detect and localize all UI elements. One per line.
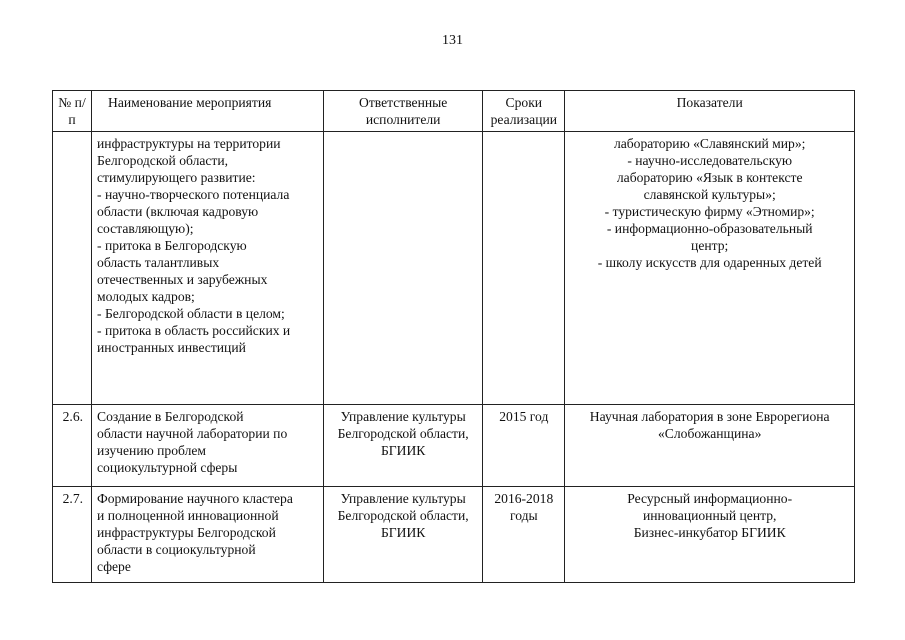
row-executors bbox=[324, 487, 483, 583]
row-deadlines bbox=[483, 132, 565, 405]
cell-line: изучению проблем bbox=[97, 443, 207, 458]
cell-line: - туристическую фирму «Этномир»; bbox=[604, 204, 815, 219]
cell-line: Бизнес-инкубатор БГИИК bbox=[633, 525, 786, 540]
cell-line: Управление культуры bbox=[340, 409, 466, 424]
cell-line: области (включая кадровую bbox=[97, 204, 259, 219]
header-indicators: Показатели bbox=[565, 91, 855, 132]
cell-line: славянской культуры»; bbox=[643, 187, 776, 202]
row-indicators bbox=[565, 487, 855, 583]
activities-table bbox=[52, 90, 855, 583]
header-executors-line: исполнители bbox=[365, 112, 441, 127]
cell-line: Научная лаборатория в зоне Еврорегиона bbox=[589, 409, 830, 424]
header-deadlines-line: Сроки bbox=[505, 95, 543, 110]
row-name bbox=[92, 405, 324, 487]
header-executors bbox=[324, 91, 483, 132]
header-deadlines bbox=[483, 91, 565, 132]
row-number: 2.7. bbox=[53, 487, 92, 583]
cell-line: 2015 год bbox=[499, 409, 549, 424]
cell-line: БГИИК bbox=[380, 443, 426, 458]
table-row bbox=[53, 487, 855, 583]
cell-line: Ресурсный информационно- bbox=[627, 491, 793, 506]
row-number bbox=[53, 132, 92, 405]
cell-line: 2016-2018 bbox=[494, 491, 554, 506]
table-header-row bbox=[53, 91, 855, 132]
row-executors bbox=[324, 405, 483, 487]
table-row bbox=[53, 132, 855, 405]
cell-line: «Слобожанщина» bbox=[658, 426, 762, 441]
cell-line: инфраструктуры на территории bbox=[97, 136, 281, 151]
header-executors-line: Ответственные bbox=[359, 95, 448, 110]
cell-line: сфере bbox=[97, 559, 131, 574]
cell-line: лабораторию «Славянский мир»; bbox=[613, 136, 806, 151]
cell-line: область талантливых bbox=[97, 255, 220, 270]
cell-line: составляющую); bbox=[97, 221, 194, 236]
page-number: 131 bbox=[442, 33, 463, 48]
row-name bbox=[92, 487, 324, 583]
cell-line: - Белгородской области в целом; bbox=[97, 306, 285, 321]
cell-line: молодых кадров; bbox=[97, 289, 195, 304]
cell-line: области научной лаборатории по bbox=[97, 426, 288, 441]
cell-line: - притока в Белгородскую bbox=[97, 238, 247, 253]
row-executors bbox=[324, 132, 483, 405]
cell-line: годы bbox=[509, 508, 538, 523]
cell-line: - научно-творческого потенциала bbox=[97, 187, 290, 202]
cell-line: инфраструктуры Белгородской bbox=[97, 525, 276, 540]
cell-line: - притока в область российских и bbox=[97, 323, 291, 338]
table-row bbox=[53, 405, 855, 487]
cell-line: Формирование научного кластера bbox=[97, 491, 293, 506]
row-indicators bbox=[565, 405, 855, 487]
row-number: 2.6. bbox=[53, 405, 92, 487]
cell-line: Белгородской области, bbox=[337, 426, 469, 441]
cell-line: Белгородской области, bbox=[337, 508, 469, 523]
cell-line: Белгородской области, bbox=[97, 153, 229, 168]
cell-line: иностранных инвестиций bbox=[97, 340, 246, 355]
cell-line: и полноценной инновационной bbox=[97, 508, 279, 523]
header-name: Наименование мероприятия bbox=[92, 91, 324, 132]
row-deadlines bbox=[483, 405, 565, 487]
cell-line: - научно-исследовательскую bbox=[627, 153, 793, 168]
cell-line: БГИИК bbox=[380, 525, 426, 540]
cell-line: стимулирующего развитие: bbox=[97, 170, 256, 185]
cell-line: области в социокультурной bbox=[97, 542, 256, 557]
cell-line: центр; bbox=[691, 238, 729, 253]
cell-line: социокультурной сферы bbox=[97, 460, 238, 475]
header-deadlines-line: реализации bbox=[490, 112, 558, 127]
cell-line: лабораторию «Язык в контексте bbox=[616, 170, 803, 185]
cell-line: инновационный центр, bbox=[642, 508, 777, 523]
cell-line: Управление культуры bbox=[340, 491, 466, 506]
row-name bbox=[92, 132, 324, 405]
cell-line: - информационно-образовательный bbox=[606, 221, 813, 236]
cell-line: - школу искусств для одаренных детей bbox=[597, 255, 822, 270]
cell-line: Создание в Белгородской bbox=[97, 409, 244, 424]
cell-line: отечественных и зарубежных bbox=[97, 272, 268, 287]
header-number: № п/п bbox=[53, 91, 92, 132]
row-indicators bbox=[565, 132, 855, 405]
row-deadlines bbox=[483, 487, 565, 583]
